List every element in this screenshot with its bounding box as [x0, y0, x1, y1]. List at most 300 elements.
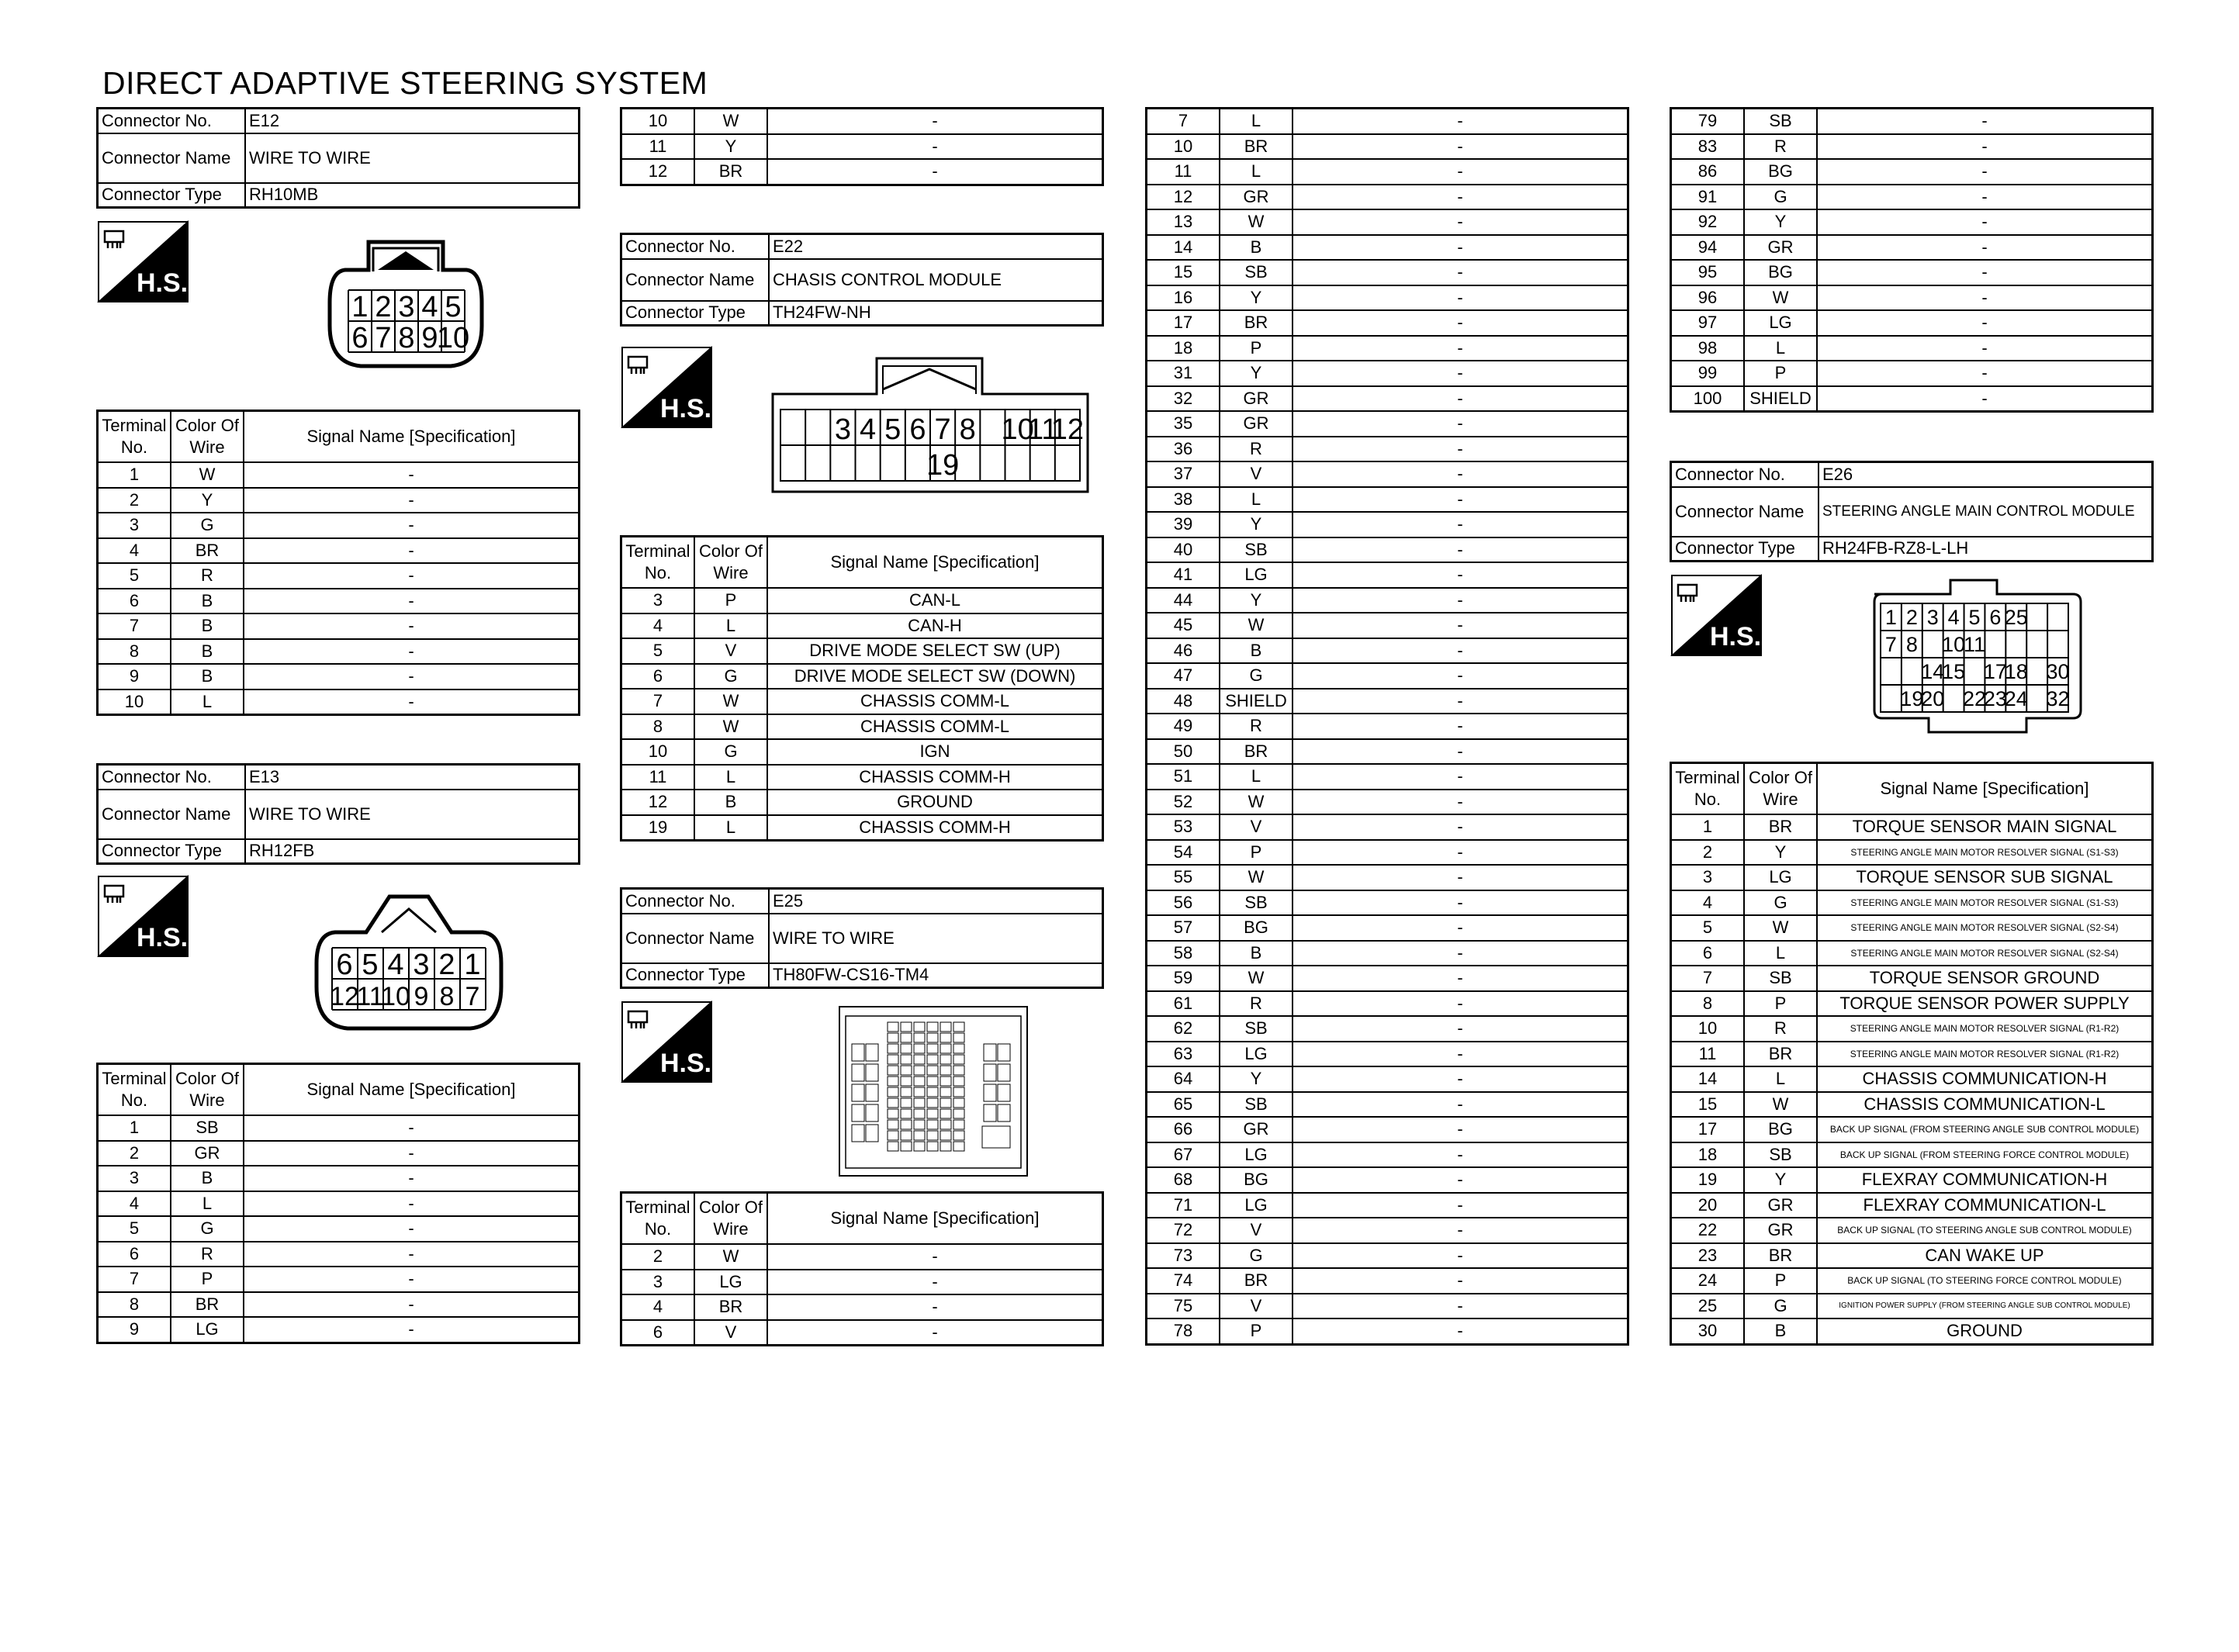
signal-name: -	[1817, 386, 2153, 412]
wire-color: L	[694, 613, 767, 639]
terminal-no: 10	[621, 739, 695, 765]
signal-name: CHASSIS COMM-L	[767, 714, 1103, 740]
signal-name: -	[767, 1244, 1103, 1270]
table-row	[1147, 1117, 1628, 1142]
wire-color: BR	[1220, 1268, 1293, 1294]
table-row	[98, 563, 580, 589]
pin-number: 20	[1921, 687, 1945, 710]
pin-number: 5	[1968, 606, 1981, 629]
table-row	[1147, 1268, 1628, 1294]
terminal-no: 10	[1671, 1016, 1745, 1042]
table-row	[98, 1242, 580, 1267]
terminal-no: 4	[1671, 890, 1745, 916]
terminal-no: 83	[1671, 134, 1745, 160]
signal-name: -	[244, 1292, 580, 1318]
wire-color: Y	[1744, 1167, 1817, 1193]
page-title: DIRECT ADAPTIVE STEERING SYSTEM	[102, 65, 708, 101]
pin-number: 15	[1942, 660, 1966, 683]
terminal-no: 94	[1671, 235, 1745, 261]
signal-name: BACK UP SIGNAL (TO STEERING ANGLE SUB CONTROL MODULE)	[1817, 1218, 2153, 1243]
wire-color: W	[1744, 285, 1817, 311]
table-row	[1147, 134, 1628, 160]
table-row	[621, 765, 1103, 790]
terminal-no: 9	[98, 1317, 171, 1343]
terminal-no: 14	[1671, 1066, 1745, 1092]
wire-color: P	[1220, 1318, 1293, 1344]
signal-name: -	[1293, 310, 1628, 336]
connector-name: CHASIS CONTROL MODULE	[769, 259, 1103, 301]
table-row	[1147, 764, 1628, 790]
signal-name: -	[767, 1294, 1103, 1320]
signal-name: -	[244, 639, 580, 665]
terminal-no: 7	[98, 1267, 171, 1292]
signal-name: -	[1293, 739, 1628, 765]
pin-number: 25	[2004, 606, 2028, 629]
pin-number: 2	[375, 291, 392, 323]
wire-color: W	[171, 462, 244, 488]
terminal-no: 8	[1671, 991, 1745, 1017]
terminal-no: 11	[1147, 159, 1220, 185]
signal-name: -	[1293, 638, 1628, 664]
wire-color: SHIELD	[1220, 689, 1293, 714]
signal-name: -	[1293, 1092, 1628, 1118]
signal-name: -	[1293, 1117, 1628, 1142]
wire-color: BG	[1744, 1117, 1817, 1142]
signal-name: -	[1293, 386, 1628, 412]
pin-number: 8	[398, 322, 415, 354]
connector-e25-pinout-table	[620, 1191, 1104, 1346]
table-row	[1671, 159, 2153, 185]
wire-color: BG	[1220, 915, 1293, 941]
table-row	[1147, 739, 1628, 765]
table-row	[1147, 159, 1628, 185]
connector-name: WIRE TO WIRE	[769, 914, 1103, 963]
terminal-no-header: Terminal No.	[621, 1193, 695, 1245]
terminal-no-header: Terminal No.	[98, 411, 171, 463]
label-connector-name: Connector Name	[621, 259, 770, 301]
color-of-wire-header: Color Of Wire	[694, 537, 767, 589]
pin-number: 6	[336, 949, 353, 981]
table-row	[1671, 890, 2153, 916]
wire-color: P	[1220, 336, 1293, 361]
terminal-no: 49	[1147, 714, 1220, 739]
signal-name: -	[244, 1267, 580, 1292]
signal-name: -	[1293, 764, 1628, 790]
signal-name: -	[1293, 512, 1628, 537]
wire-color: L	[1220, 109, 1293, 134]
signal-name: -	[1817, 159, 2153, 185]
wire-color: BG	[1220, 1167, 1293, 1193]
wire-color: G	[1220, 1243, 1293, 1269]
terminal-no: 22	[1671, 1218, 1745, 1243]
wire-color: B	[1220, 638, 1293, 664]
terminal-no: 91	[1671, 185, 1745, 210]
terminal-no: 53	[1147, 814, 1220, 840]
wire-color: SB	[1220, 537, 1293, 563]
connector-e25-continued-table-2	[1670, 107, 2154, 413]
label-connector-type: Connector Type	[621, 963, 770, 988]
connector-type: TH24FW-NH	[769, 301, 1103, 326]
terminal-no: 46	[1147, 638, 1220, 664]
connector-type: RH10MB	[245, 183, 580, 208]
signal-name: -	[244, 1115, 580, 1141]
signal-name: -	[1817, 109, 2153, 134]
terminal-no: 39	[1147, 512, 1220, 537]
table-row	[621, 815, 1103, 841]
wire-color: W	[1744, 1092, 1817, 1118]
label-connector-name: Connector Name	[98, 133, 246, 183]
terminal-no: 6	[621, 1320, 695, 1346]
pin-number: 4	[1947, 606, 1960, 629]
signal-name: -	[244, 1191, 580, 1217]
table-row	[1147, 865, 1628, 890]
table-row	[621, 664, 1103, 689]
signal-name: -	[1293, 1294, 1628, 1319]
table-row	[98, 664, 580, 689]
table-row	[98, 462, 580, 488]
signal-name: -	[244, 613, 580, 639]
terminal-no: 17	[1671, 1117, 1745, 1142]
table-row	[1671, 1318, 2153, 1344]
signal-name: -	[1817, 185, 2153, 210]
table-row	[1147, 512, 1628, 537]
table-row	[1671, 1066, 2153, 1092]
signal-name: -	[1293, 1193, 1628, 1218]
signal-name: -	[244, 563, 580, 589]
wire-color: R	[171, 563, 244, 589]
pin-number: 3	[834, 413, 851, 446]
wire-color: L	[1744, 1066, 1817, 1092]
wire-color: SB	[1744, 966, 1817, 991]
signal-name-header: Signal Name [Specification]	[244, 1064, 580, 1116]
wire-color: BR	[1744, 1042, 1817, 1067]
wire-color: BR	[1220, 310, 1293, 336]
pin-number: 6	[1989, 606, 2002, 629]
connector-no: E13	[245, 765, 580, 790]
wire-color: Y	[694, 134, 767, 160]
terminal-no: 98	[1671, 336, 1745, 361]
wire-color: G	[171, 1216, 244, 1242]
wire-color: G	[1744, 185, 1817, 210]
wire-color: LG	[1220, 1193, 1293, 1218]
terminal-no: 36	[1147, 437, 1220, 462]
terminal-no: 2	[1671, 840, 1745, 866]
terminal-no: 47	[1147, 663, 1220, 689]
table-row	[1671, 865, 2153, 890]
pin-number: 23	[1983, 687, 2007, 710]
terminal-no: 5	[1671, 915, 1745, 941]
table-row	[1147, 537, 1628, 563]
connector-e12-info	[96, 107, 580, 209]
wire-color: G	[694, 664, 767, 689]
terminal-no: 6	[98, 1242, 171, 1267]
table-row	[98, 589, 580, 614]
signal-name: -	[1293, 209, 1628, 235]
wire-color: W	[694, 109, 767, 134]
table-row	[1671, 1167, 2153, 1193]
signal-name: STEERING ANGLE MAIN MOTOR RESOLVER SIGNAL (S1-S3)	[1817, 840, 2153, 866]
signal-name: DRIVE MODE SELECT SW (UP)	[767, 638, 1103, 664]
signal-name: FLEXRAY COMMUNICATION-L	[1817, 1193, 2153, 1218]
pin-number: 9	[414, 982, 429, 1011]
pin-number: 32	[2046, 687, 2070, 710]
table-row	[1147, 1167, 1628, 1193]
signal-name: STEERING ANGLE MAIN MOTOR RESOLVER SIGNAL (S2-S4)	[1817, 915, 2153, 941]
signal-name: -	[1293, 461, 1628, 487]
signal-name: -	[1293, 714, 1628, 739]
pin-number: 4	[421, 291, 438, 323]
wire-color: V	[1220, 461, 1293, 487]
signal-name: -	[767, 1270, 1103, 1295]
pin-number: 2	[438, 949, 455, 981]
signal-name: -	[1817, 134, 2153, 160]
table-row	[98, 689, 580, 715]
connector-e12-face	[322, 225, 490, 380]
table-row	[621, 1320, 1103, 1346]
signal-name: -	[244, 488, 580, 513]
signal-name: -	[1293, 1318, 1628, 1344]
signal-name: FLEXRAY COMMUNICATION-H	[1817, 1167, 2153, 1193]
signal-name: -	[1293, 814, 1628, 840]
table-row	[1147, 1294, 1628, 1319]
signal-name: -	[244, 462, 580, 488]
table-row	[1671, 966, 2153, 991]
pin-number: 14	[1921, 660, 1945, 683]
signal-name: -	[1817, 361, 2153, 386]
terminal-no: 30	[1671, 1318, 1745, 1344]
wire-color: LG	[694, 1270, 767, 1295]
wire-color: SB	[1220, 1092, 1293, 1118]
wire-color: P	[1744, 361, 1817, 386]
terminal-no: 12	[1147, 185, 1220, 210]
wire-color: Y	[1220, 588, 1293, 613]
wire-color: B	[171, 664, 244, 689]
terminal-no: 56	[1147, 890, 1220, 916]
table-row	[98, 1267, 580, 1292]
wire-color: SHIELD	[1744, 386, 1817, 412]
wire-color: W	[1220, 966, 1293, 991]
signal-name: STEERING ANGLE MAIN MOTOR RESOLVER SIGNAL (R1-R2)	[1817, 1042, 2153, 1067]
terminal-no: 41	[1147, 562, 1220, 588]
signal-name: STEERING ANGLE MAIN MOTOR RESOLVER SIGNAL (S1-S3)	[1817, 890, 2153, 916]
terminal-no: 2	[621, 1244, 695, 1270]
harness-side-icon	[97, 875, 189, 957]
terminal-no: 15	[1147, 260, 1220, 285]
terminal-no: 79	[1671, 109, 1745, 134]
wire-color: B	[171, 639, 244, 665]
wire-color: LG	[171, 1317, 244, 1343]
pin-number: 3	[413, 949, 430, 981]
connector-e13-face	[312, 886, 506, 1038]
terminal-no: 18	[1671, 1142, 1745, 1168]
terminal-no: 8	[621, 714, 695, 740]
table-row	[1671, 840, 2153, 866]
signal-name: -	[244, 1141, 580, 1166]
terminal-no: 55	[1147, 865, 1220, 890]
wire-color: B	[171, 1166, 244, 1191]
signal-name: IGN	[767, 739, 1103, 765]
table-row	[1147, 487, 1628, 513]
terminal-no: 8	[98, 639, 171, 665]
table-row	[1147, 588, 1628, 613]
table-row	[1147, 1193, 1628, 1218]
table-row	[1147, 109, 1628, 134]
table-row	[1147, 1092, 1628, 1118]
wire-color: Y	[1220, 361, 1293, 386]
signal-name: -	[1293, 1218, 1628, 1243]
signal-name: -	[1293, 336, 1628, 361]
signal-name: -	[1293, 285, 1628, 311]
table-row	[1671, 361, 2153, 386]
signal-name: -	[1293, 260, 1628, 285]
signal-name: -	[1817, 310, 2153, 336]
terminal-no: 3	[98, 1166, 171, 1191]
harness-side-icon	[621, 346, 712, 428]
signal-name: -	[1293, 689, 1628, 714]
terminal-no: 5	[98, 563, 171, 589]
svg-text:H.S.: H.S.	[136, 268, 189, 298]
signal-name: CHASSIS COMM-L	[767, 689, 1103, 714]
wire-color: L	[171, 689, 244, 715]
table-row	[1147, 840, 1628, 866]
signal-name: -	[1293, 915, 1628, 941]
signal-name: STEERING ANGLE MAIN MOTOR RESOLVER SIGNAL (R1-R2)	[1817, 1016, 2153, 1042]
terminal-no: 17	[1147, 310, 1220, 336]
wire-color: G	[1744, 1294, 1817, 1319]
terminal-no: 51	[1147, 764, 1220, 790]
wire-color: L	[1744, 941, 1817, 966]
color-of-wire-header: Color Of Wire	[171, 411, 244, 463]
connector-name: WIRE TO WIRE	[245, 790, 580, 839]
terminal-no: 8	[98, 1292, 171, 1318]
label-connector-no: Connector No.	[621, 889, 770, 914]
signal-name: -	[1293, 1243, 1628, 1269]
wire-color: W	[1220, 613, 1293, 638]
table-row	[1671, 386, 2153, 412]
connector-no: E26	[1819, 462, 2153, 487]
wire-color: GR	[1220, 386, 1293, 412]
terminal-no: 97	[1671, 310, 1745, 336]
connector-name: STEERING ANGLE MAIN CONTROL MODULE	[1819, 487, 2153, 537]
signal-name: -	[1293, 109, 1628, 134]
table-row	[1671, 941, 2153, 966]
signal-name: -	[244, 1242, 580, 1267]
connector-e26-face	[1862, 566, 2087, 752]
terminal-no: 58	[1147, 941, 1220, 966]
connector-e26-pinout-table	[1670, 762, 2154, 1346]
signal-name: -	[244, 1166, 580, 1191]
terminal-no: 10	[621, 109, 695, 134]
table-row	[621, 790, 1103, 815]
wire-color: W	[1744, 915, 1817, 941]
terminal-no: 68	[1147, 1167, 1220, 1193]
connector-continued-table	[620, 107, 1104, 186]
connector-type: TH80FW-CS16-TM4	[769, 963, 1103, 988]
connector-e25-face	[838, 1005, 1029, 1177]
signal-name: BACK UP SIGNAL (FROM STEERING ANGLE SUB CONTROL MODULE)	[1817, 1117, 2153, 1142]
signal-name: -	[244, 689, 580, 715]
harness-side-icon	[1670, 574, 1762, 656]
wire-color: GR	[1744, 1218, 1817, 1243]
terminal-no: 75	[1147, 1294, 1220, 1319]
signal-name: -	[1293, 562, 1628, 588]
table-row	[98, 1141, 580, 1166]
signal-name: -	[1293, 159, 1628, 185]
terminal-no: 19	[1671, 1167, 1745, 1193]
wire-color: R	[1744, 134, 1817, 160]
pin-number: 10	[1001, 413, 1034, 446]
label-connector-no: Connector No.	[98, 109, 246, 133]
signal-name: -	[1293, 1142, 1628, 1168]
pin-number: 8	[439, 982, 455, 1011]
terminal-no: 3	[1671, 865, 1745, 890]
pin-number: 7	[375, 322, 392, 354]
table-row	[621, 159, 1103, 185]
signal-name: IGNITION POWER SUPPLY (FROM STEERING ANGLE SUB CONTROL MODULE)	[1817, 1294, 2153, 1319]
pin-number: 4	[387, 949, 404, 981]
signal-name: -	[244, 1317, 580, 1343]
table-row	[1671, 1243, 2153, 1269]
signal-name: TORQUE SENSOR GROUND	[1817, 966, 2153, 991]
wire-color: Y	[1744, 209, 1817, 235]
terminal-no: 25	[1671, 1294, 1745, 1319]
wire-color: SB	[171, 1115, 244, 1141]
signal-name: GROUND	[1817, 1318, 2153, 1344]
svg-text:H.S.: H.S.	[659, 1049, 712, 1078]
terminal-no: 92	[1671, 209, 1745, 235]
pin-number: 10	[1942, 633, 1966, 656]
wire-color: P	[1220, 840, 1293, 866]
signal-name: -	[1817, 260, 2153, 285]
wire-color: BR	[171, 1292, 244, 1318]
terminal-no: 3	[621, 1270, 695, 1295]
pin-number: 17	[1983, 660, 2007, 683]
wire-color: L	[694, 815, 767, 841]
table-row	[1147, 437, 1628, 462]
table-row	[1147, 790, 1628, 815]
signal-name: CAN-L	[767, 588, 1103, 613]
signal-name: -	[1817, 235, 2153, 261]
terminal-no: 7	[621, 689, 695, 714]
terminal-no: 45	[1147, 613, 1220, 638]
terminal-no: 73	[1147, 1243, 1220, 1269]
wire-color: Y	[1220, 512, 1293, 537]
table-row	[1147, 613, 1628, 638]
signal-name: GROUND	[767, 790, 1103, 815]
terminal-no: 48	[1147, 689, 1220, 714]
table-row	[1147, 260, 1628, 285]
terminal-no: 10	[98, 689, 171, 715]
signal-name: CHASSIS COMM-H	[767, 815, 1103, 841]
terminal-no: 40	[1147, 537, 1220, 563]
signal-name: CAN WAKE UP	[1817, 1243, 2153, 1269]
wire-color: GR	[1220, 411, 1293, 437]
wire-color: W	[694, 1244, 767, 1270]
terminal-no-header: Terminal No.	[98, 1064, 171, 1116]
wire-color: V	[1220, 1218, 1293, 1243]
pin-number: 10	[436, 322, 470, 354]
wire-color: G	[1744, 890, 1817, 916]
signal-name: -	[1293, 1167, 1628, 1193]
table-row	[98, 1317, 580, 1343]
table-row	[1147, 814, 1628, 840]
label-connector-name: Connector Name	[621, 914, 770, 963]
table-row	[98, 1191, 580, 1217]
pin-number: 11	[1027, 413, 1058, 446]
signal-name: BACK UP SIGNAL (FROM STEERING FORCE CONTROL MODULE)	[1817, 1142, 2153, 1168]
wire-color: SB	[1220, 1016, 1293, 1042]
wire-color: Y	[1220, 1066, 1293, 1092]
